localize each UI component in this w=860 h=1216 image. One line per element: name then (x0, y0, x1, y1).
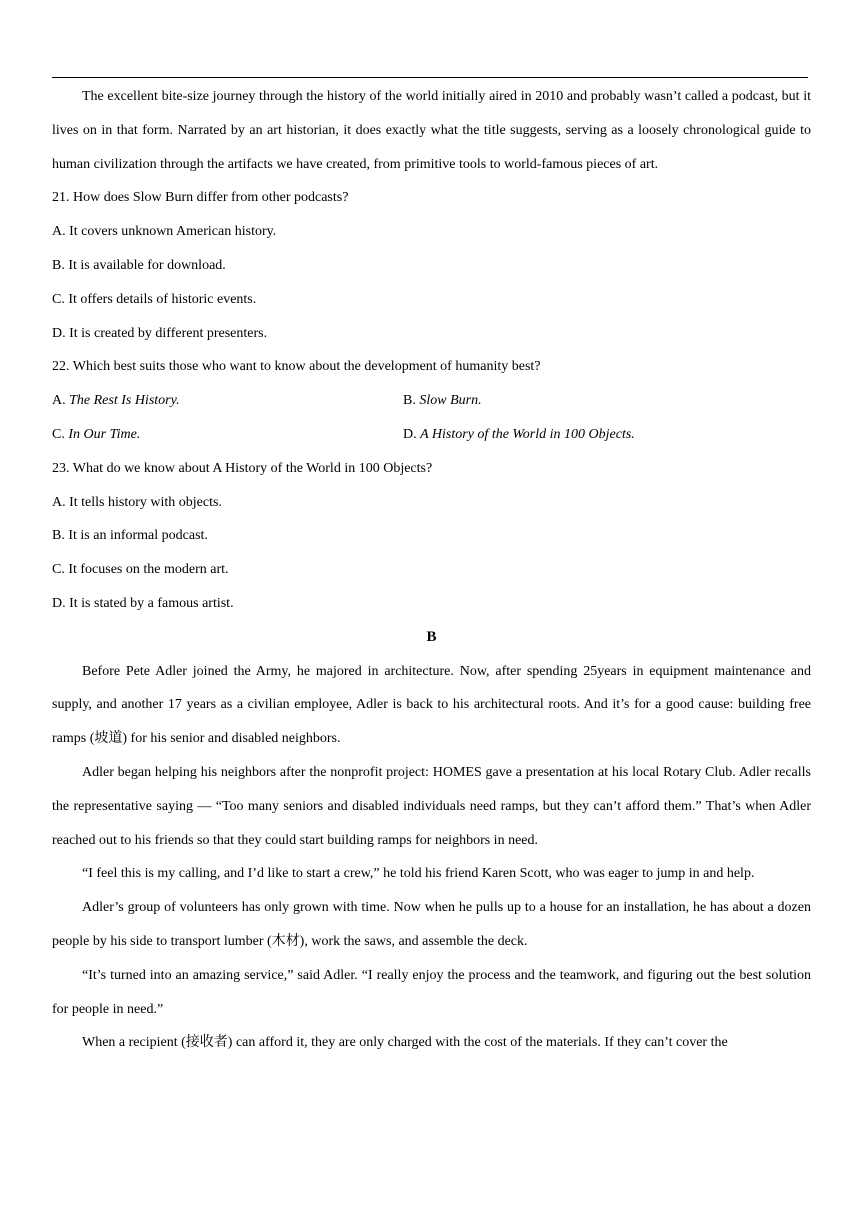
header-rule (52, 77, 808, 78)
question-21-stem: 21. How does Slow Burn differ from other podcasts? (52, 190, 349, 206)
question-21-option-a: A. It covers unknown American history. (52, 224, 277, 240)
passage-b-paragraph-5: “It’s turned into an amazing service,” said Adler. “I really enjoy the process and the teamwork, and figuring out the best solution for people in need.” (52, 967, 811, 1017)
option-d-title: A History of the World in 100 Objects. (420, 426, 635, 442)
question-21-option-c: C. It offers details of historic events. (52, 291, 257, 307)
option-b-letter: B. (403, 393, 420, 409)
option-d-letter: D. (403, 426, 421, 442)
option-b-title: Slow Burn. (419, 393, 482, 409)
passage-b-paragraph-6: When a recipient (接收者) can afford it, they are only charged with the cost of the materials. If they can’t cover the (82, 1035, 728, 1051)
question-22-options-row-1 (52, 384, 811, 418)
question-23-option-b: B. It is an informal podcast. (52, 528, 208, 544)
passage-b-paragraph-1: Before Pete Adler joined the Army, he majored in architecture. Now, after spending 25years in equipment maintenance and supply, and another 17 years as a civilian employee, Adler is back to his architectural roots. And it’s for a good cause: building free ramps (坡道) for his senior and disabled neighbors. (52, 663, 811, 747)
question-22-option-c (52, 418, 403, 452)
question-21-option-d: D. It is created by different presenters. (52, 325, 268, 341)
option-c-letter: C. (52, 426, 69, 442)
passage-b-paragraph-3: “I feel this is my calling, and I’d like to start a crew,” he told his friend Karen Scott, who was eager to jump in and help. (82, 866, 755, 882)
passage-b-paragraph-2: Adler began helping his neighbors after the nonprofit project: HOMES gave a presentation at his local Rotary Club. Adler recalls the representative saying — “Too many seniors and disabled individuals need ramps, but they can’t afford them.” That’s when Adler reached out to his friends so that they could start building ramps for neighbors in need. (52, 764, 811, 848)
question-22-option-d (403, 418, 635, 452)
question-23-option-d: D. It is stated by a famous artist. (52, 595, 234, 611)
section-b-heading: B (426, 628, 437, 645)
option-c-title: In Our Time. (68, 426, 141, 442)
question-22-options-row-2 (52, 418, 811, 452)
question-22-option-a (52, 384, 403, 418)
question-22-option-b (403, 384, 482, 418)
question-23-option-c: C. It focuses on the modern art. (52, 562, 229, 578)
option-a-title: The Rest Is History. (69, 393, 180, 409)
question-21-option-b: B. It is available for download. (52, 257, 226, 273)
passage-a-paragraph: The excellent bite-size journey through the history of the world initially aired in 2010 and probably wasn’t called a podcast, but it lives on in that form. Narrated by an art historian, it does exactly what the title suggests, serving as a loosely chronological guide to human civilization through the artifacts we have created, from primitive tools to world-famous pieces of art. (52, 89, 811, 172)
question-22-stem: 22. Which best suits those who want to know about the development of humanity best? (52, 359, 541, 375)
document-body (52, 80, 811, 1060)
question-23-stem: 23. What do we know about A History of the World in 100 Objects? (52, 460, 433, 476)
option-a-letter: A. (52, 393, 70, 409)
passage-b-paragraph-4: Adler’s group of volunteers has only grown with time. Now when he pulls up to a house for an installation, he has about a dozen people by his side to transport lumber (木材), work the saws, and assemble the deck. (52, 900, 811, 949)
question-23-option-a: A. It tells history with objects. (52, 494, 222, 510)
